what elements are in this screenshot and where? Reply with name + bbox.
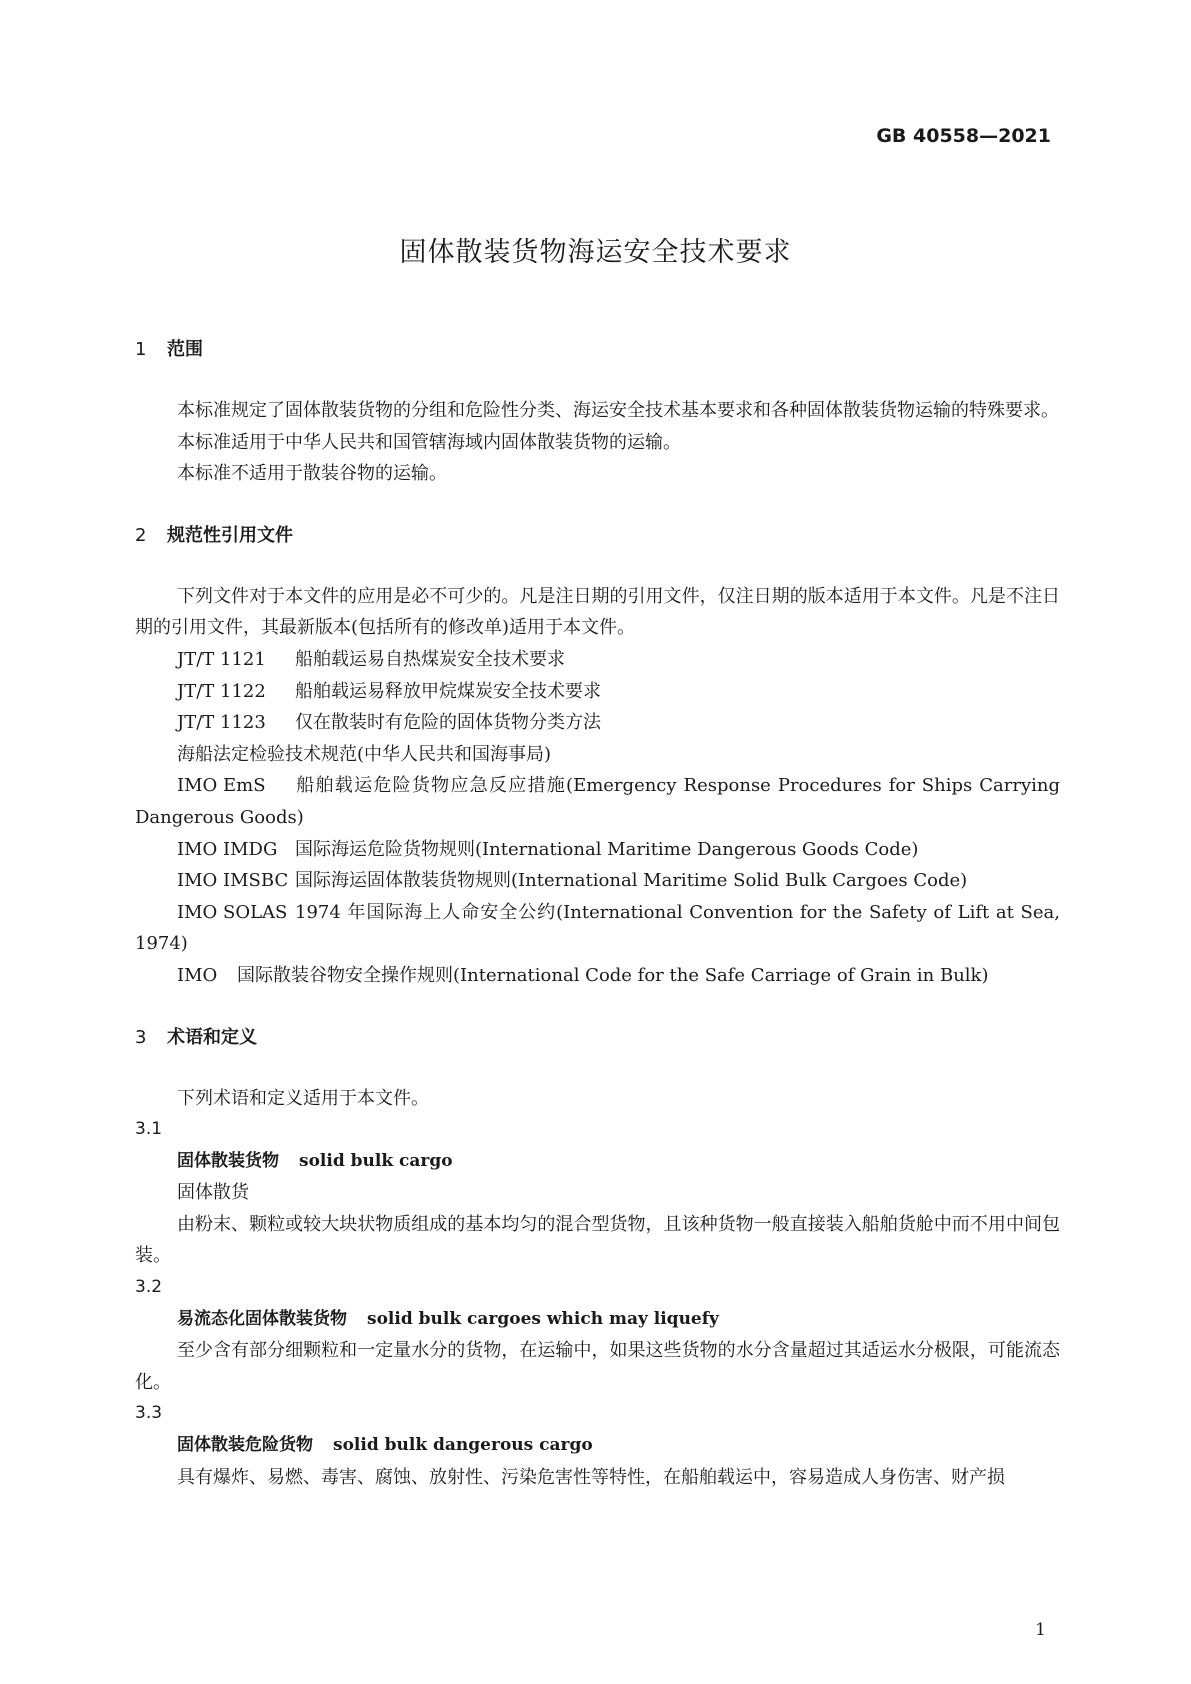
term-number: 3.1: [135, 1119, 163, 1140]
reference-item: [135, 834, 1060, 866]
paragraph: 下列文件对于本文件的应用是必不可少的。凡是注日期的引用文件，仅注日期的版本适用于本文件。凡是不注日期的引用文件，其最新版本(包括所有的修改单)适用于本文件。: [135, 585, 1060, 639]
paragraph: 下列术语和定义适用于本文件。: [177, 1087, 429, 1109]
section-3-heading: [135, 1023, 1060, 1049]
term-en: solid bulk dangerous cargo: [333, 1435, 593, 1456]
reference-title: 国际海运固体散装货物规则(International Maritime Solid Bulk Cargoes Code): [295, 870, 968, 892]
reference-title: 船舶载运易释放甲烷煤炭安全技术要求: [295, 680, 601, 702]
reference-item: [135, 644, 1060, 676]
term-zh: 易流态化固体散装货物: [177, 1308, 347, 1329]
reference-item: [135, 770, 1060, 833]
reference-code: IMO IMDG: [177, 838, 278, 860]
reference-title: 1974 年国际海上人命安全公约(International Convention for the Safety of Lift at Sea, 1974): [135, 901, 1060, 955]
term-zh: 固体散装危险货物: [177, 1435, 313, 1456]
section-title: 范围: [167, 339, 203, 360]
section-title: 术语和定义: [167, 1026, 257, 1048]
section-number: 3: [135, 1026, 147, 1048]
reference-title: 船舶载运易自热煤炭安全技术要求: [295, 648, 565, 670]
term-number: 3.3: [135, 1403, 163, 1424]
reference-title: 国际海运危险货物规则(International Maritime Dangerous Goods Code): [295, 838, 919, 860]
paragraph: 本标准规定了固体散装货物的分组和危险性分类、海运安全技术基本要求和各种固体散装货物运输的特殊要求。: [177, 400, 1059, 421]
section-2-heading: [135, 521, 1060, 547]
reference-title: 仅在散装时有危险的固体货物分类方法: [295, 712, 601, 734]
section-title: 规范性引用文件: [167, 524, 293, 546]
reference-item: [135, 707, 1060, 739]
reference-code: JT/T 1123: [177, 712, 266, 734]
reference-item: [135, 676, 1060, 708]
term-zh: 固体散装货物: [177, 1150, 279, 1171]
reference-item: [135, 960, 1060, 992]
term-definition: 至少含有部分细颗粒和一定量水分的货物，在运输中，如果这些货物的水分含量超过其适运水分极限，可能流态化。: [135, 1340, 1060, 1393]
reference-code: JT/T 1122: [177, 680, 266, 702]
paragraph: 本标准适用于中华人民共和国管辖海域内固体散装货物的运输。: [177, 431, 681, 453]
reference-code: IMO IMSBC: [177, 870, 289, 892]
page-number: 1: [1035, 1620, 1046, 1640]
term-heading: [135, 1430, 1060, 1462]
document-title: 固体散装货物海运安全技术要求: [399, 237, 792, 268]
reference-code: IMO: [177, 964, 218, 986]
term-synonym: 固体散货: [177, 1182, 249, 1204]
reference-code: JT/T 1121: [177, 648, 266, 670]
section-number: 1: [135, 339, 147, 360]
term-en: solid bulk cargo: [299, 1150, 453, 1171]
term-en: solid bulk cargoes which may liquefy: [367, 1308, 719, 1329]
reference-title: 船舶载运危险货物应急反应措施(Emergency Response Procedures for Ships Carrying Dangerous Goods): [135, 775, 1060, 828]
term-definition: 具有爆炸、易燃、毒害、腐蚀、放射性、污染危害性等特性，在船舶载运中，容易造成人身伤害、财产损: [177, 1466, 1005, 1488]
term-number: 3.2: [135, 1277, 163, 1298]
reference-item: [135, 739, 1060, 771]
reference-code: IMO SOLAS: [177, 901, 288, 923]
term-definition: 由粉末、颗粒或较大块状物质组成的基本均匀的混合型货物，且该种货物一般直接装入船舶货舱中而不用中间包装。: [135, 1213, 1060, 1267]
document-body: [135, 335, 1060, 1493]
reference-item: [135, 897, 1060, 960]
section-number: 2: [135, 524, 147, 546]
term-heading: [135, 1304, 1060, 1336]
section-1-heading: [135, 335, 1060, 361]
standard-code: GB 40558—2021: [876, 125, 1051, 147]
paragraph: 本标准不适用于散装谷物的运输。: [177, 463, 447, 485]
reference-title: 国际散装谷物安全操作规则(International Code for the Safe Carriage of Grain in Bulk): [237, 964, 989, 986]
reference-code: IMO EmS: [177, 775, 266, 797]
reference-title: 海船法定检验技术规范(中华人民共和国海事局): [177, 743, 552, 765]
reference-item: [135, 865, 1060, 897]
term-heading: [135, 1146, 1060, 1178]
